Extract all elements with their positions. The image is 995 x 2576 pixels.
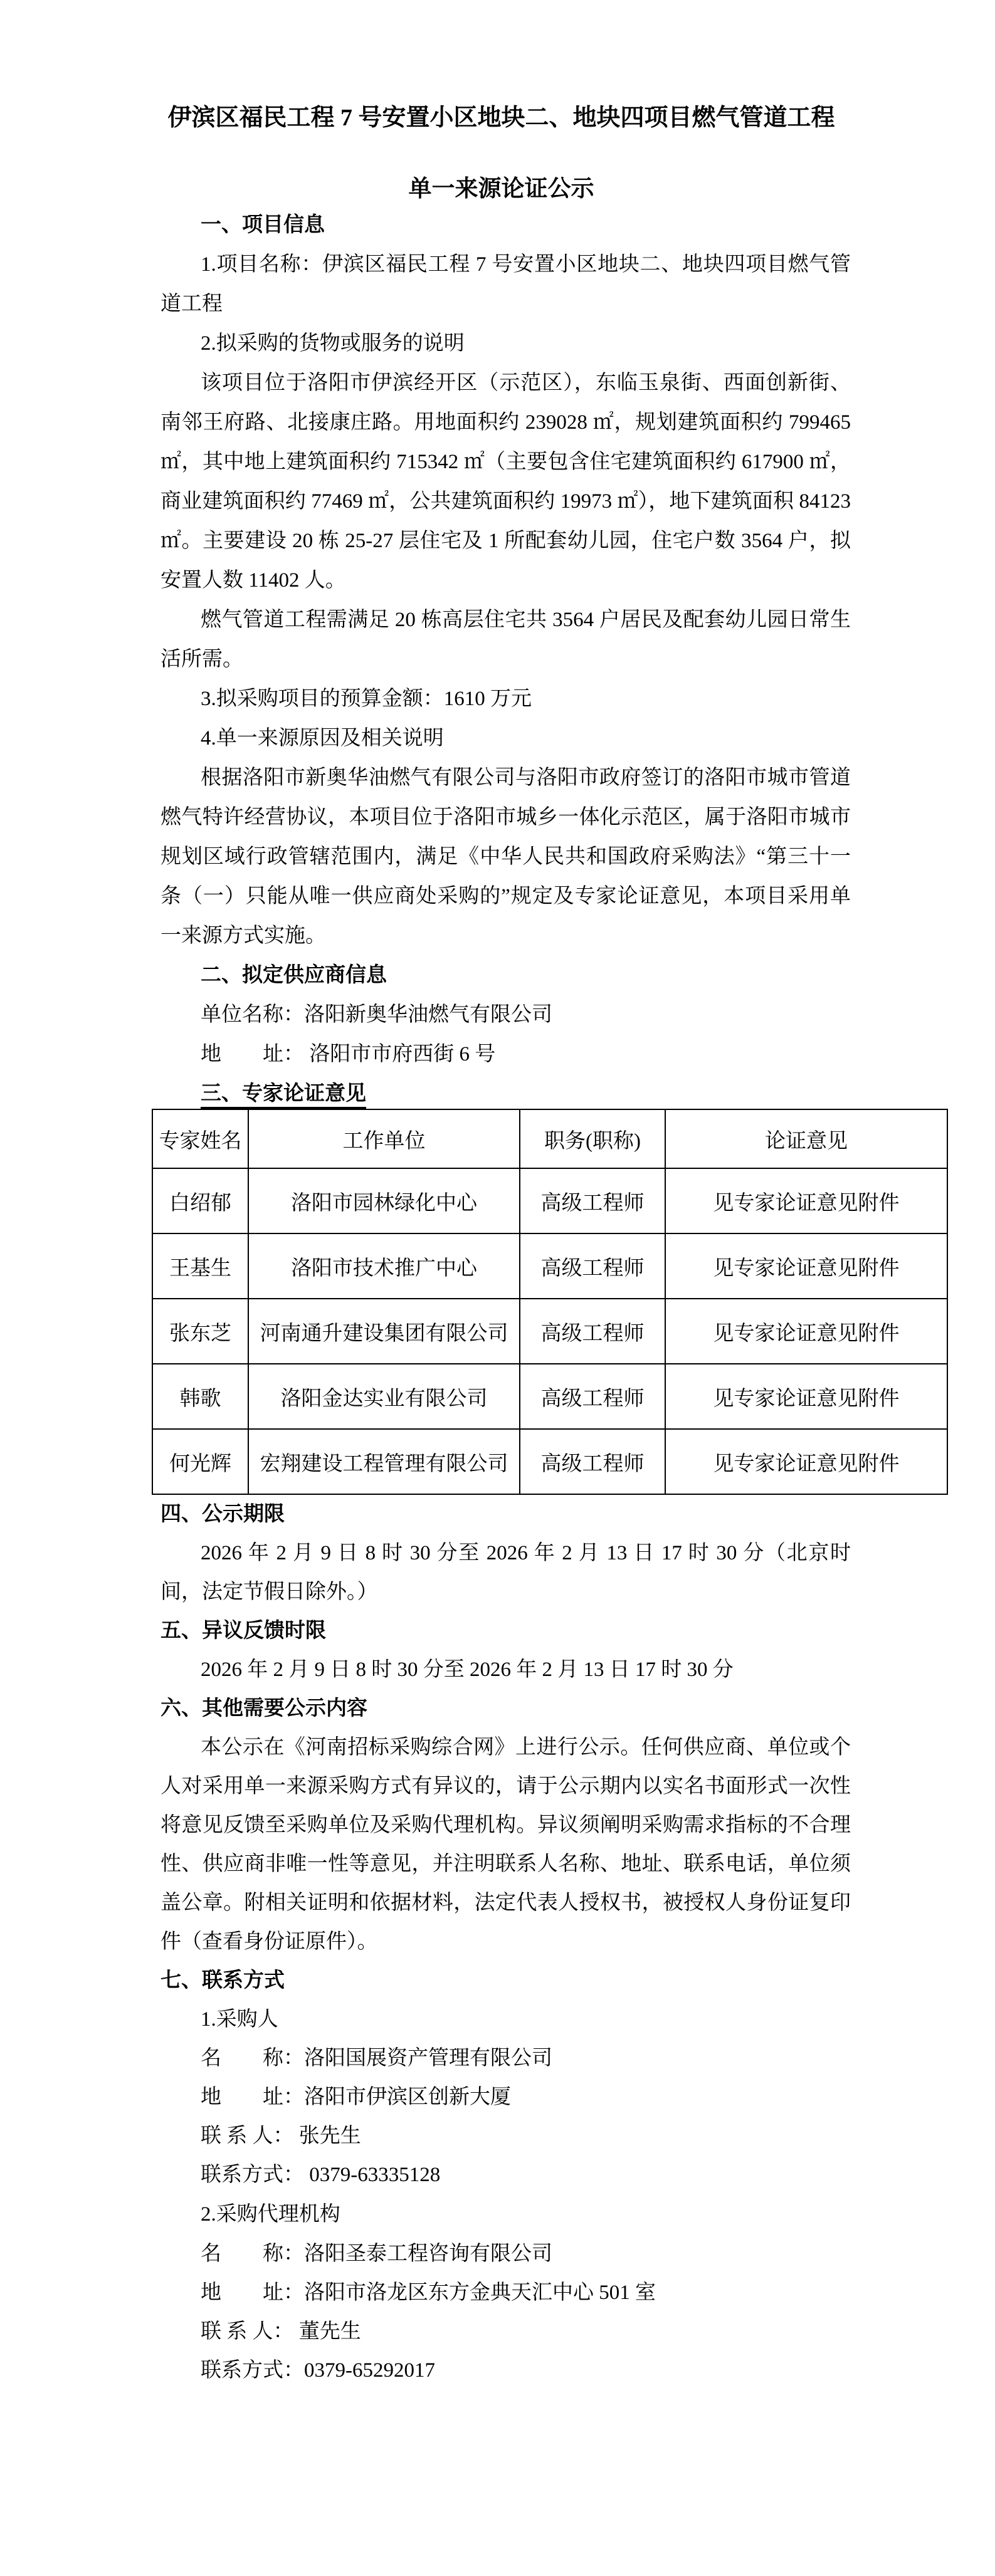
table-row [152,1364,947,1429]
expert-name-cell: 张东芝 [152,1299,248,1364]
section-6-heading: 六、其他需要公示内容 [161,1697,367,1720]
agency-name: 名 称：洛阳圣泰工程咨询有限公司 [201,2243,552,2265]
section-5-heading: 五、异议反馈时限 [161,1620,326,1642]
document-subtitle: 单一来源论证公示 [408,176,594,202]
project-location-paragraph: 该项目位于洛阳市伊滨经开区（示范区），东临玉泉街、西面创新街、南邻王府路、北接康庄路。用地面积约 239028 ㎡，规划建筑面积约 799465 ㎡，其中地上建筑面积约 715342 ㎡（主要包含住宅建筑面积约 617900 ㎡，商业建筑面积约 77469 ㎡，公共建筑面积约 19973 ㎡），地下建筑面积 84123 ㎡。主要建设 20 栋 25-27 层住宅及 1 所配套幼儿园，住宅户数 3564 户，拟安置人数 11402 人。 [161,372,851,592]
work-unit-cell: 河南通升建设集团有限公司 [248,1299,520,1364]
work-unit-cell: 宏翔建设工程管理有限公司 [248,1429,520,1494]
agency-label: 2.采购代理机构 [201,2203,340,2226]
expert-table-header-row [152,1109,947,1168]
table-row [152,1429,947,1494]
column-header-work-unit: 工作单位 [248,1109,520,1168]
opinion-cell: 见专家论证意见附件 [665,1168,947,1233]
section-4-heading: 四、公示期限 [161,1503,285,1526]
section-3-heading-underline: 三、专家论证意见 [201,1082,366,1109]
opinion-cell: 见专家论证意见附件 [665,1429,947,1494]
column-header-expert-name: 专家姓名 [152,1109,248,1168]
column-header-job-title: 职务(职称) [520,1109,665,1168]
table-row [152,1233,947,1299]
opinion-cell: 见专家论证意见附件 [665,1233,947,1299]
procurement-description-item: 2.拟采购的货物或服务的说明 [201,332,465,355]
work-unit-cell: 洛阳市技术推广中心 [248,1233,520,1299]
job-title-cell: 高级工程师 [520,1299,665,1364]
buyer-address: 地 址：洛阳市伊滨区创新大厦 [201,2086,511,2108]
job-title-cell: 高级工程师 [520,1364,665,1429]
buyer-phone: 联系方式： 0379-63335128 [201,2164,441,2186]
opinion-cell: 见专家论证意见附件 [665,1364,947,1429]
agency-address: 地 址：洛阳市洛龙区东方金典天汇中心 501 室 [201,2281,656,2304]
opinion-cell: 见专家论证意见附件 [665,1299,947,1364]
pipeline-need-paragraph: 燃气管道工程需满足 20 栋高层住宅共 3564 户居民及配套幼儿园日常生活所需。 [161,609,851,671]
objection-period-paragraph: 2026 年 2 月 9 日 8 时 30 分至 2026 年 2 月 13 日 17 时 30 分 [201,1658,734,1681]
expert-name-cell: 王基生 [152,1233,248,1299]
table-row [152,1299,947,1364]
agency-contact-person: 联 系 人： 董先生 [201,2320,361,2343]
expert-opinion-table [152,1109,948,1495]
section-3-heading [161,1074,851,1114]
job-title-cell: 高级工程师 [520,1168,665,1233]
section-7-heading: 七、联系方式 [161,1969,285,1992]
expert-name-cell: 何光辉 [152,1429,248,1494]
other-content-paragraph: 本公示在《河南招标采购综合网》上进行公示。任何供应商、单位或个人对采用单一来源采购方式有异议的，请于公示期内以实名书面形式一次性将意见反馈至采购单位及采购代理机构。异议须阐明采购需求指标的不合理性、供应商非唯一性等意见，并注明联系人名称、地址、联系电话，单位须盖公章。附相关证明和依据材料，法定代表人授权书，被授权人身份证复印件（查看身份证原件）。 [161,1736,851,1953]
publicity-period-paragraph: 2026 年 2 月 9 日 8 时 30 分至 2026 年 2 月 13 日 17 时 30 分（北京时间，法定节假日除外。） [161,1542,851,1603]
buyer-name: 名 称：洛阳国展资产管理有限公司 [201,2047,552,2070]
expert-name-cell: 韩歌 [152,1364,248,1429]
section-2-heading: 二、拟定供应商信息 [201,964,387,987]
column-header-opinion: 论证意见 [665,1109,947,1168]
job-title-cell: 高级工程师 [520,1233,665,1299]
buyer-contact-person: 联 系 人： 张先生 [201,2125,361,2147]
work-unit-cell: 洛阳市园林绿化中心 [248,1168,520,1233]
job-title-cell: 高级工程师 [520,1429,665,1494]
document-title: 伊滨区福民工程 7 号安置小区地块二、地块四项目燃气管道工程 [167,105,835,131]
table-row [152,1168,947,1233]
project-name-item: 1.项目名称：伊滨区福民工程 7 号安置小区地块二、地块四项目燃气管道工程 [161,253,851,315]
agency-phone: 联系方式：0379-65292017 [201,2359,435,2382]
supplier-name: 单位名称：洛阳新奥华油燃气有限公司 [201,1003,552,1026]
expert-name-cell: 白绍郁 [152,1168,248,1233]
supplier-address: 地 址： 洛阳市市府西街 6 号 [201,1043,496,1065]
section-1-heading: 一、项目信息 [201,214,325,236]
single-source-reason-item: 4.单一来源原因及相关说明 [201,727,444,750]
buyer-label: 1.采购人 [201,2008,278,2031]
work-unit-cell: 洛阳金达实业有限公司 [248,1364,520,1429]
single-source-reason-paragraph: 根据洛阳市新奥华油燃气有限公司与洛阳市政府签订的洛阳市城市管道燃气特许经营协议，本项目位于洛阳市城乡一体化示范区，属于洛阳市城市规划区域行政管辖范围内，满足《中华人民共和国政府采购法》“第三十一条（一）只能从唯一供应商处采购的”规定及专家论证意见，本项目采用单一来源方式实施。 [161,767,851,947]
budget-item: 3.拟采购项目的预算金额：1610 万元 [201,688,532,710]
